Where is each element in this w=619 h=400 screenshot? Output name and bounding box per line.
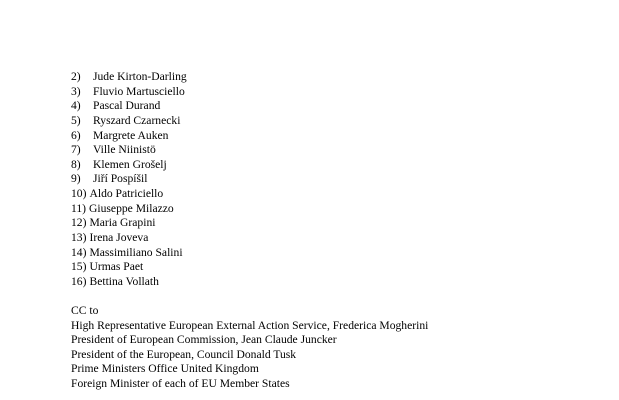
signatory-name: Bettina Vollath <box>89 274 159 288</box>
item-number: 5) <box>71 113 81 127</box>
item-number: 4) <box>71 99 81 113</box>
item-number: 9) <box>71 172 81 186</box>
list-item <box>71 202 187 217</box>
cc-recipient: High Representative European External Action Service, Frederica Mogherini <box>71 318 429 332</box>
signatory-name: Jiří Pospíšil <box>93 172 148 186</box>
item-number: 2) <box>71 70 81 83</box>
signatory-list <box>71 70 187 290</box>
item-number: 3) <box>71 84 81 98</box>
cc-recipient: Prime Ministers Office United Kingdom <box>71 362 259 376</box>
signatory-name: Giuseppe Milazzo <box>89 201 174 215</box>
list-item <box>71 246 187 261</box>
cc-section <box>71 304 428 392</box>
list-item <box>71 158 187 173</box>
signatory-name: Maria Grapini <box>89 216 156 230</box>
list-item <box>71 216 187 231</box>
signatory-name: Klemen Grošelj <box>93 157 167 171</box>
list-item <box>71 129 187 144</box>
item-number: 11) <box>71 201 87 215</box>
signatory-name: Urmas Paet <box>89 260 144 274</box>
signatory-name: Aldo Patriciello <box>89 187 164 201</box>
list-item <box>71 231 187 246</box>
item-number: 14) <box>71 245 87 259</box>
cc-recipient: President of European Commission, Jean Claude Juncker <box>71 333 337 347</box>
item-number: 12) <box>71 216 87 230</box>
item-number: 6) <box>71 128 81 142</box>
cc-heading: CC to <box>71 304 99 317</box>
item-number: 15) <box>71 260 87 274</box>
item-number: 13) <box>71 231 87 245</box>
item-number: 8) <box>71 157 81 171</box>
list-item <box>71 275 187 290</box>
signatory-name: Ville Niinistö <box>93 143 156 157</box>
list-item <box>71 85 187 100</box>
item-number: 16) <box>71 274 87 288</box>
list-item <box>71 187 187 202</box>
list-item <box>71 143 187 158</box>
signatory-name: Jude Kirton-Darling <box>93 70 187 83</box>
cc-recipient: President of the European, Council Donald Tusk <box>71 347 297 361</box>
signatory-name: Margrete Auken <box>93 128 169 142</box>
signatory-name: Irena Joveva <box>89 231 149 245</box>
cc-recipient: Foreign Minister of each of EU Member States <box>71 376 290 390</box>
list-item <box>71 70 187 85</box>
signatory-name: Massimiliano Salini <box>89 245 183 259</box>
list-item <box>71 99 187 114</box>
signatory-name: Fluvio Martusciello <box>93 84 185 98</box>
signatory-name: Pascal Durand <box>93 99 161 113</box>
list-item <box>71 172 187 187</box>
item-number: 7) <box>71 143 81 157</box>
signatory-name: Ryszard Czarnecki <box>93 113 181 127</box>
item-number: 10) <box>71 187 87 201</box>
list-item <box>71 260 187 275</box>
list-item <box>71 114 187 129</box>
